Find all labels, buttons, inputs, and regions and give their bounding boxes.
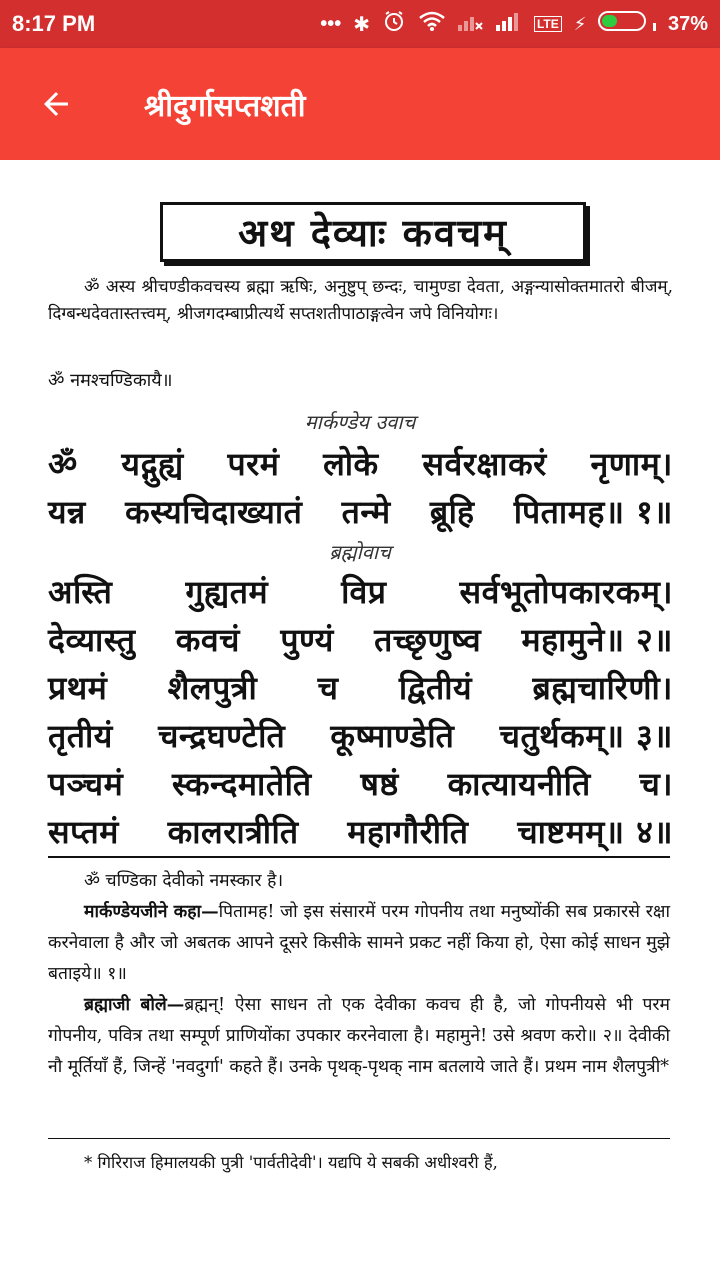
verse-word: च bbox=[317, 669, 339, 707]
verse-line bbox=[48, 810, 673, 853]
verse-word: प्रथमं bbox=[48, 669, 108, 707]
verse-word: लोके bbox=[323, 445, 379, 483]
verse-line bbox=[48, 714, 673, 757]
verse-line bbox=[48, 442, 673, 485]
verse-line bbox=[48, 570, 673, 613]
verse-word: षष्ठं bbox=[360, 765, 399, 803]
wifi-icon bbox=[418, 10, 446, 38]
verse-word: ॐ bbox=[48, 445, 78, 483]
bluetooth-icon: ✱ bbox=[353, 13, 370, 36]
scripture-page bbox=[0, 160, 720, 1280]
status-icons bbox=[320, 9, 708, 39]
verse-word: च। bbox=[639, 765, 673, 803]
arrow-back-icon bbox=[38, 86, 74, 122]
verse-word: कालरात्रीति bbox=[167, 813, 299, 851]
verse-word: पुण्यं bbox=[280, 621, 334, 659]
verse-word: द्वितीयं bbox=[398, 669, 473, 707]
translation-para-2 bbox=[48, 990, 670, 1083]
alarm-icon bbox=[382, 9, 406, 39]
app-bar bbox=[0, 48, 720, 160]
translation-namaskar: ॐ चण्डिका देवीको नमस्कार है। bbox=[84, 871, 284, 891]
verse-word: चाष्टमम्॥ ४॥ bbox=[517, 813, 673, 851]
overflow-dots-icon: ••• bbox=[320, 12, 342, 35]
verse-line bbox=[48, 666, 673, 709]
verse-word: सप्तमं bbox=[48, 813, 119, 851]
translation-text: पितामह! जो इस संसारमें परम गोपनीय तथा मनुष्योंकी सब प्रकारसे रक्षा करनेवाला है और जो अबतक आपने दूसरे किसीके सामने प्रकट नहीं किया हो, ऐसा कोई साधन मुझे बताइये॥ १॥ bbox=[48, 902, 670, 984]
verse-word: अस्ति bbox=[48, 573, 113, 611]
battery-level bbox=[602, 15, 617, 27]
translation-block bbox=[48, 866, 670, 1083]
battery-percent: 37% bbox=[667, 12, 708, 35]
verse-word: कात्यायनीति bbox=[447, 765, 591, 803]
verse-line bbox=[48, 762, 673, 805]
verse-word: महागौरीति bbox=[347, 813, 469, 851]
verse-word: महामुने॥ २॥ bbox=[521, 621, 673, 659]
verse-word: कूष्माण्डेति bbox=[330, 717, 455, 755]
footnote-divider bbox=[48, 1138, 670, 1139]
volte-lte-icon: LTE bbox=[534, 16, 562, 32]
verse-word: चतुर्थकम्॥ ३॥ bbox=[499, 717, 673, 755]
verse-word: शैलपुत्री bbox=[167, 669, 258, 707]
verse-word: तन्मे bbox=[341, 493, 391, 531]
page-title: श्रीदुर्गासप्तशती bbox=[144, 88, 306, 124]
signal-sim1-icon bbox=[458, 11, 484, 37]
verse-word: कवचं bbox=[175, 621, 240, 659]
speaker-brahma: ब्रह्मोवाच bbox=[329, 540, 391, 564]
verse-word: तृतीयं bbox=[48, 717, 113, 755]
status-bar bbox=[0, 0, 720, 48]
verse-word: परमं bbox=[227, 445, 280, 483]
verse-word: नृणाम्। bbox=[590, 445, 673, 483]
verse-word: पितामह॥ १॥ bbox=[513, 493, 673, 531]
battery-icon bbox=[598, 11, 656, 37]
charging-icon: ⚡ bbox=[573, 13, 587, 34]
verse-word: यन्न bbox=[48, 493, 86, 531]
verse-word: देव्यास्तु bbox=[48, 621, 136, 659]
verse-word: सर्वभूतोपकारकम्। bbox=[459, 573, 673, 611]
verse-word: ब्रह्मचारिणी। bbox=[532, 669, 673, 707]
verse-word: तच्छृणुष्व bbox=[374, 621, 482, 659]
divider bbox=[48, 856, 670, 858]
back-button[interactable] bbox=[26, 74, 86, 134]
viniyoga-text: ॐ अस्य श्रीचण्डीकवचस्य ब्रह्मा ऋषिः, अनुष्टुप् छन्दः, चामुण्डा देवता, अङ्गन्यासोक्तमातरो बीजम्, दिग्बन्धदेवतास्तत्त्वम्, श्रीजगदम्बाप्रीत्यर्थे सप्तशतीपाठाङ्गत्वेन जपे विनियोगः। bbox=[48, 277, 673, 324]
namaskar-line: ॐ नमश्चण्डिकायै॥ bbox=[48, 370, 173, 391]
status-time: 8:17 PM bbox=[12, 11, 96, 36]
verse-word: पञ्चमं bbox=[48, 765, 124, 803]
translation-text: ब्रह्मन्! ऐसा साधन तो एक देवीका कवच ही है, जो गोपनीयसे भी परम गोपनीय, पवित्र तथा सम्पूर्ण प्राणियोंका उपकार करनेवाला है। महामुने! उसे श्रवण करो॥ २॥ देवीकी नौ मूर्तियाँ हैं, जिन्हें 'नवदुर्गा' कहते हैं। उनके पृथक्-पृथक् नाम बतलाये जाते हैं। प्रथम नाम शैलपुत्री* bbox=[48, 995, 671, 1077]
footnote: * गिरिराज हिमालयकी पुत्री 'पार्वतीदेवी'। यद्यपि ये सबकी अधीश्वरी हैं, bbox=[84, 1153, 498, 1172]
verse-word: स्कन्दमातेति bbox=[172, 765, 312, 803]
verse-line bbox=[48, 618, 673, 661]
verse-word: चन्द्रघण्टेति bbox=[158, 717, 286, 755]
chapter-heading: अथ देव्याः कवचम् bbox=[160, 202, 586, 262]
speaker-label: ब्रह्माजी बोले— bbox=[84, 995, 185, 1015]
verse-word: गुह्यतमं bbox=[185, 573, 269, 611]
signal-sim2-icon bbox=[496, 11, 522, 37]
verse-word: ब्रूहि bbox=[429, 493, 475, 531]
verse-word: यद्गुह्यं bbox=[121, 445, 184, 483]
verse-word: कस्यचिदाख्यातं bbox=[125, 493, 303, 531]
translation-para-1 bbox=[48, 897, 670, 990]
verse-word: विप्र bbox=[341, 573, 387, 611]
speaker-label: मार्कण्डेयजीने कहा— bbox=[84, 902, 219, 922]
verse-word: सर्वरक्षाकरं bbox=[422, 445, 547, 483]
verse-line bbox=[48, 490, 673, 533]
speaker-markandeya: मार्कण्डेय उवाच bbox=[304, 410, 416, 434]
